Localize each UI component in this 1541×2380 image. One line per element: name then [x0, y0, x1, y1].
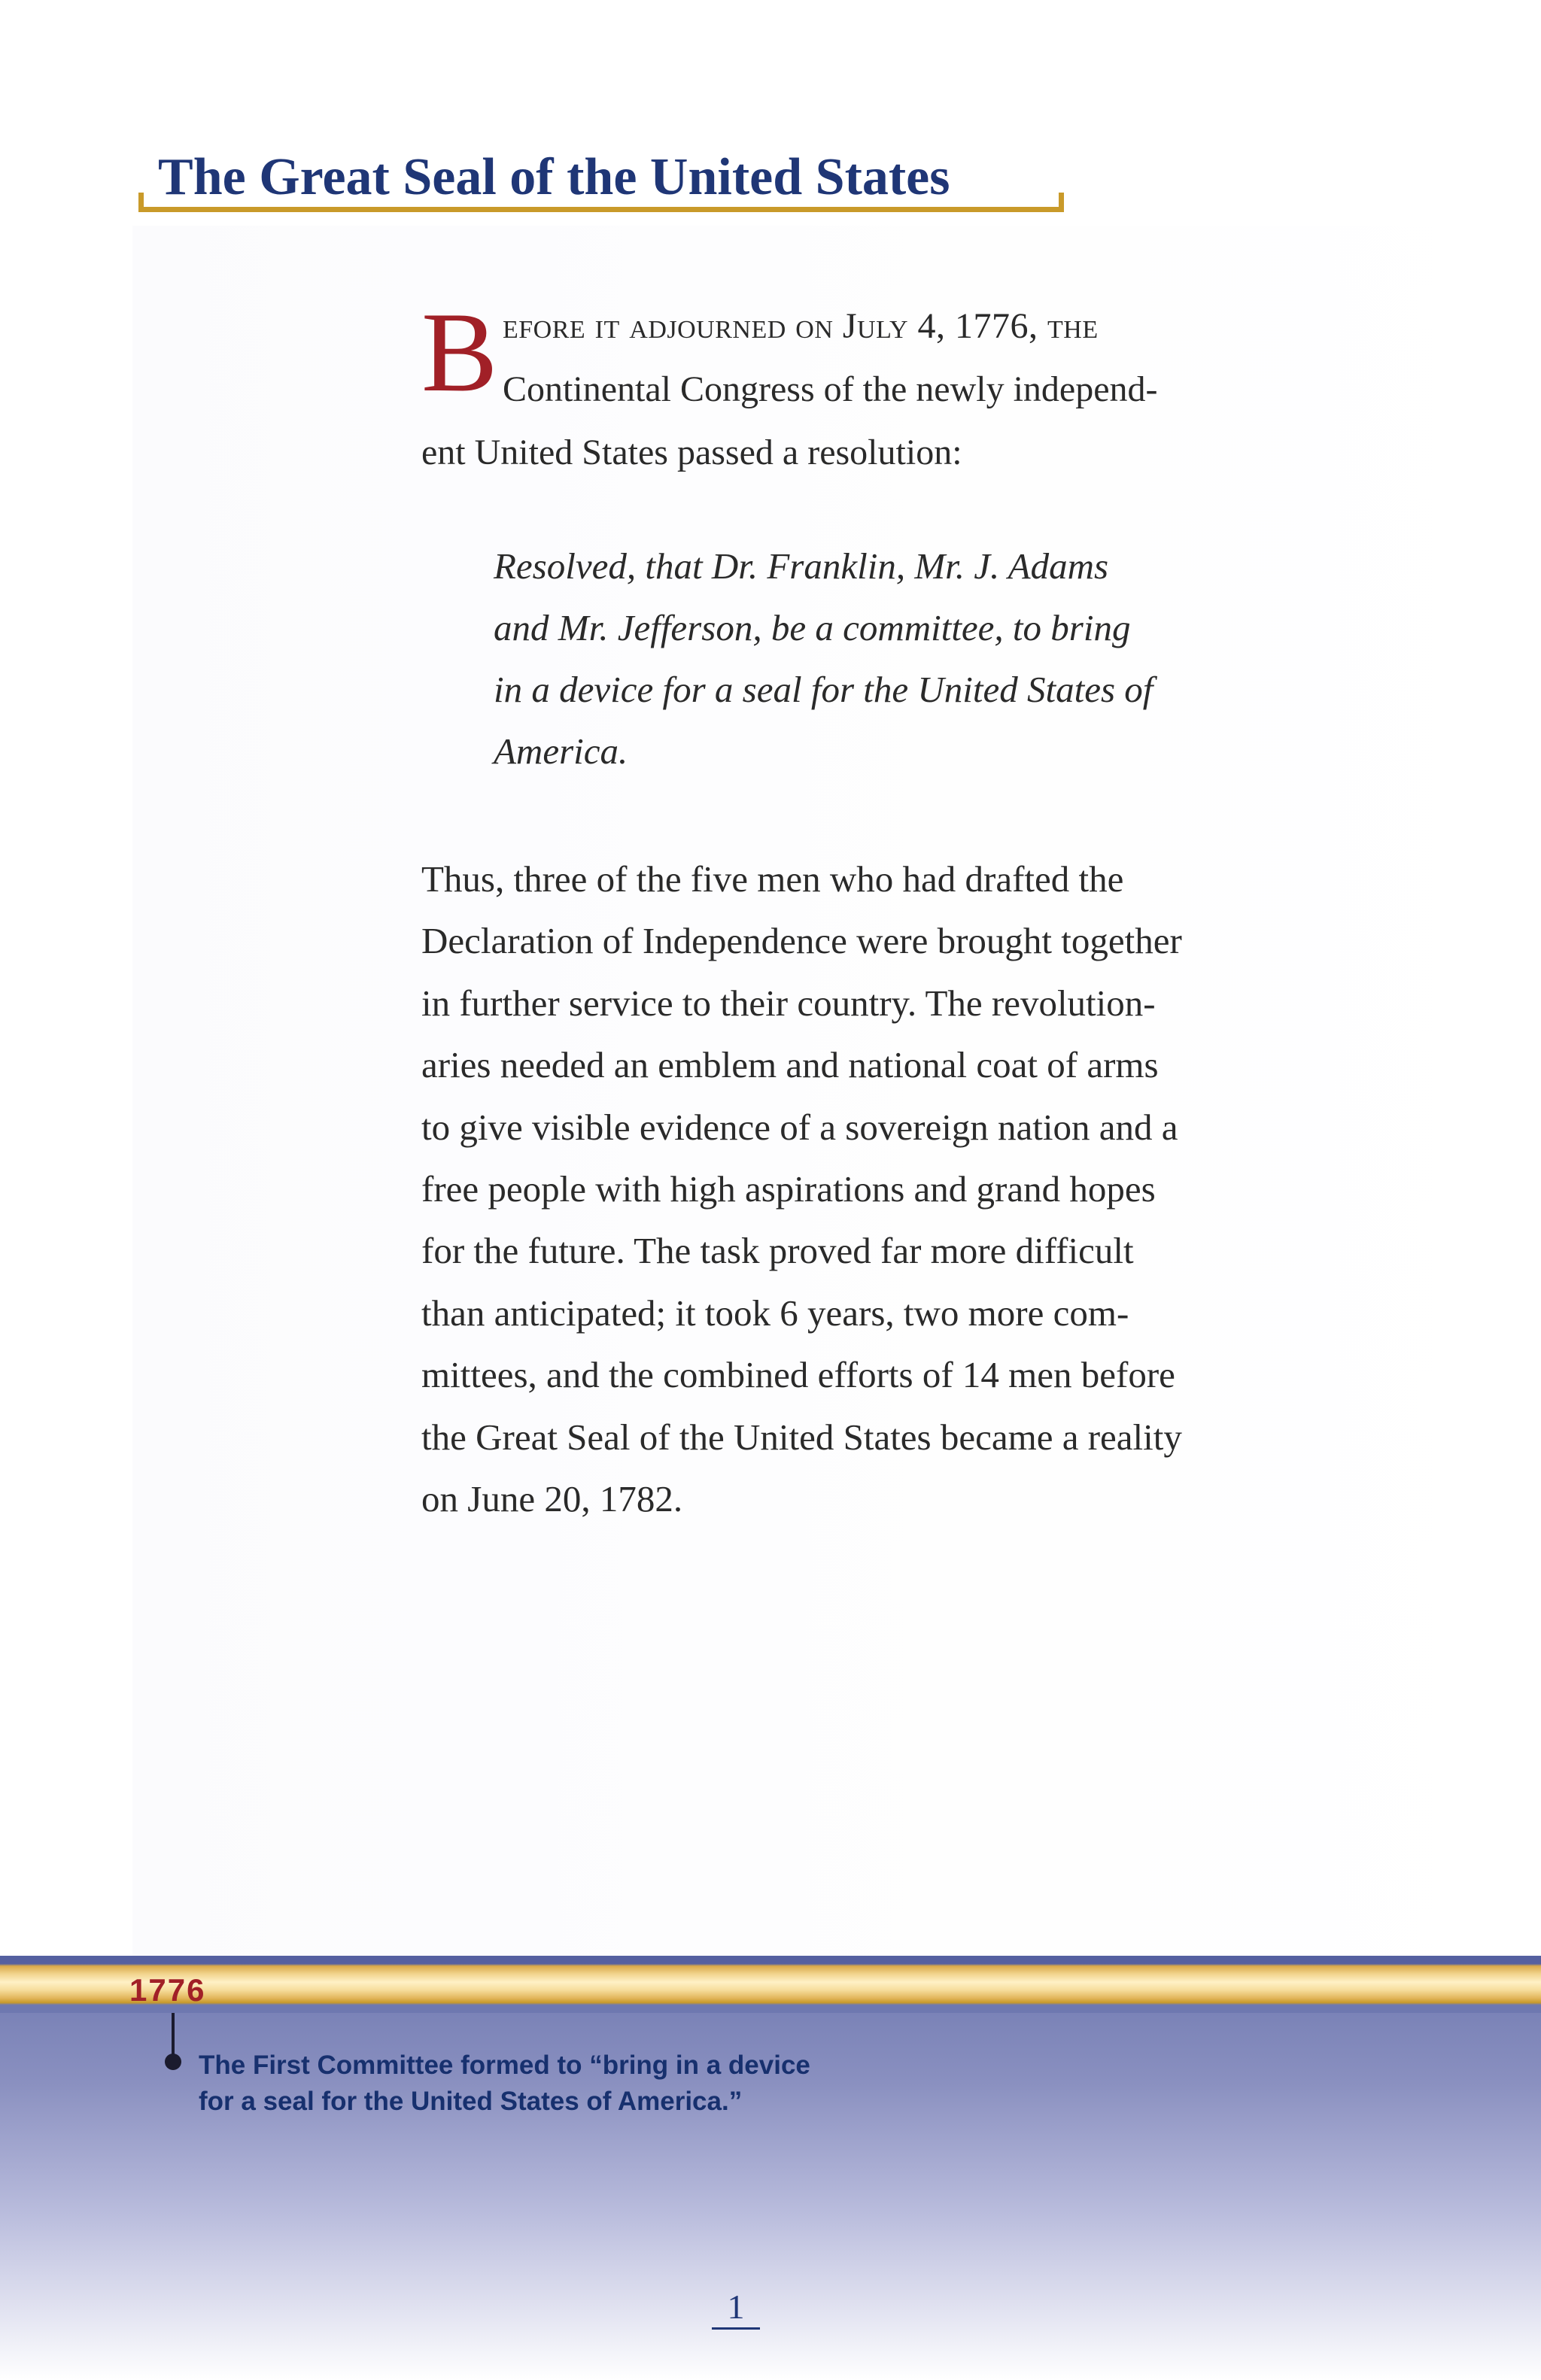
drop-cap: B: [421, 289, 498, 415]
page-title: The Great Seal of the United States: [158, 148, 950, 206]
title-block: [138, 143, 1064, 212]
intro-line: Continental Congress of the newly independ-: [503, 369, 1158, 409]
timeline-event: [199, 2048, 1102, 2120]
resolution-quote: [494, 536, 1291, 782]
timeline-marker-dot: [165, 2054, 181, 2070]
timeline-year: 1776: [129, 1972, 206, 2008]
intro-line: ent United States passed a resolution:: [421, 433, 962, 472]
page-number: 1: [712, 2287, 760, 2330]
body-line: in further service to their country. The revolution-: [421, 982, 1156, 1024]
title-bracket-left: [138, 193, 144, 212]
body-line: than anticipated; it took 6 years, two more com-: [421, 1292, 1129, 1334]
intro-paragraph: [421, 289, 1339, 484]
timeline-event-line: for a seal for the United States of America.”: [199, 2087, 743, 2116]
quote-line: in a device for a seal for the United States of: [494, 669, 1153, 710]
body-line: to give visible evidence of a sovereign nation and a: [421, 1106, 1178, 1148]
timeline-event-line: The First Committee formed to “bring in a device: [199, 2051, 810, 2080]
body-paragraph: [421, 848, 1354, 1530]
body-line: mittees, and the combined efforts of 14 men before: [421, 1354, 1175, 1396]
quote-line: and Mr. Jefferson, be a committee, to bring: [494, 607, 1131, 648]
body-line: on June 20, 1782.: [421, 1477, 683, 1519]
body-line: the Great Seal of the United States became a reality: [421, 1416, 1182, 1458]
body-line: free people with high aspirations and grand hopes: [421, 1167, 1156, 1210]
body-line: Declaration of Independence were brought together: [421, 920, 1182, 962]
timeline-gold-bar: [0, 1956, 1541, 2013]
title-bracket-right: [1059, 193, 1064, 212]
title-underline: [138, 207, 1064, 212]
quote-line: America.: [494, 730, 628, 772]
timeline-band: [0, 1956, 1541, 2380]
body-line: Thus, three of the five men who had drafted the: [421, 858, 1124, 900]
body-line: aries needed an emblem and national coat of arms: [421, 1044, 1159, 1086]
body-line: for the future. The task proved far more difficult: [421, 1230, 1134, 1272]
quote-line: Resolved, that Dr. Franklin, Mr. J. Adams: [494, 545, 1109, 587]
intro-line: efore it adjourned on July 4, 1776, the: [503, 306, 1099, 346]
